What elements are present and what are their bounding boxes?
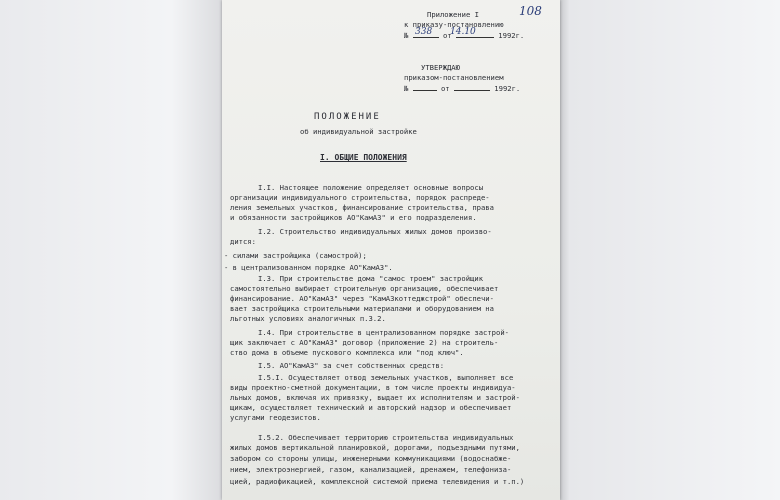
section-heading-text: I. ОБЩИЕ ПОЛОЖЕНИЯ xyxy=(320,153,407,162)
body-line: I.5.2. Обеспечивает территорию строительства индивидуальных xyxy=(258,433,514,442)
document-title: ПОЛОЖЕНИЕ xyxy=(314,112,381,122)
approval-year: 1992г. xyxy=(494,84,521,93)
approval-date-blank xyxy=(454,83,490,91)
approval-order: приказом-постановлением xyxy=(404,73,504,82)
body-line: дится: xyxy=(230,237,256,246)
document-page xyxy=(222,0,560,500)
order-reference: к приказу-постановлению xyxy=(404,20,504,29)
body-line: жилых домов вертикальной планировкой, дорогами, подъездными путями, xyxy=(230,443,520,452)
body-line: - силами застройщика (самострой); xyxy=(224,251,367,260)
body-line: виды проектно-сметной документации, в том числе проекты индивидуа- xyxy=(230,383,516,392)
approval-number-sign: № xyxy=(404,84,409,93)
date-prefix: от xyxy=(442,31,452,40)
body-line: льных домов, включая их привязку, выдает их исполнителям и застрой- xyxy=(230,393,520,402)
body-line: услугами геодезистов. xyxy=(230,413,321,422)
body-line: забором со стороны улицы, инженерными коммуникациями (водоснабже- xyxy=(230,454,512,463)
body-line: I.4. При строительстве в централизованном порядке застрой- xyxy=(258,328,509,337)
approved-label: УТВЕРЖДАЮ xyxy=(421,63,460,72)
handwritten-order-number: 338 xyxy=(415,27,433,37)
body-line: - в централизованном порядке АО"КамАЗ". xyxy=(224,263,393,272)
body-line: ления земельных участков, финансирование строительства, права xyxy=(230,203,494,212)
body-line: цией, радиофикацией, комплексной системой приема телевидения и т.п.) xyxy=(230,477,525,486)
approval-number-line xyxy=(404,83,520,93)
body-line: I.5.I. Осуществляет отвод земельных участков, выполняет все xyxy=(258,373,514,382)
document-subtitle: об индивидуальной застройке xyxy=(300,127,417,136)
approval-number-blank xyxy=(413,83,437,91)
approval-date-prefix: от xyxy=(440,84,450,93)
section-heading xyxy=(320,153,407,162)
body-line: I.2. Строительство индивидуальных жилых домов произво- xyxy=(258,227,492,236)
body-line: организации индивидуального строительства, порядок распреде- xyxy=(230,193,490,202)
body-line: ство дома в объеме пускового комплекса или "под ключ". xyxy=(230,348,464,357)
appendix-label: Приложение I xyxy=(427,10,479,19)
body-line: щик заключает с АО"КамАЗ" договор (приложение 2) на строитель- xyxy=(230,338,499,347)
body-line: льготных условиях аналогичных п.3.2. xyxy=(230,314,386,323)
body-line: финансирование. АО"КамАЗ" через "КамАЗкоттеджстрой" обеспечи- xyxy=(230,294,494,303)
number-sign: № xyxy=(404,31,409,40)
body-line: и обязанности застройщиков АО"КамАЗ" и его подразделения. xyxy=(230,213,477,222)
body-line: вает застройщика строительными материалами и оборудованием на xyxy=(230,304,494,313)
handwritten-page-number: 108 xyxy=(519,4,542,18)
handwritten-order-date: 14.10 xyxy=(450,27,476,37)
body-line: I.3. При строительстве дома "самос троем" застройщик xyxy=(258,274,484,283)
body-line: щикам, осуществляет технический и авторский надзор и обеспечивает xyxy=(230,403,512,412)
year: 1992г. xyxy=(498,31,525,40)
body-line: I.5. АО"КамАЗ" за счет собственных средств: xyxy=(258,361,445,370)
body-line: самостоятельно выбирает строительную организацию, обеспечивает xyxy=(230,284,499,293)
body-line: нием, электроэнергией, газом, канализацией, дренажем, телефониза- xyxy=(230,465,512,474)
body-line: I.I. Настоящее положение определяет основные вопросы xyxy=(258,183,484,192)
